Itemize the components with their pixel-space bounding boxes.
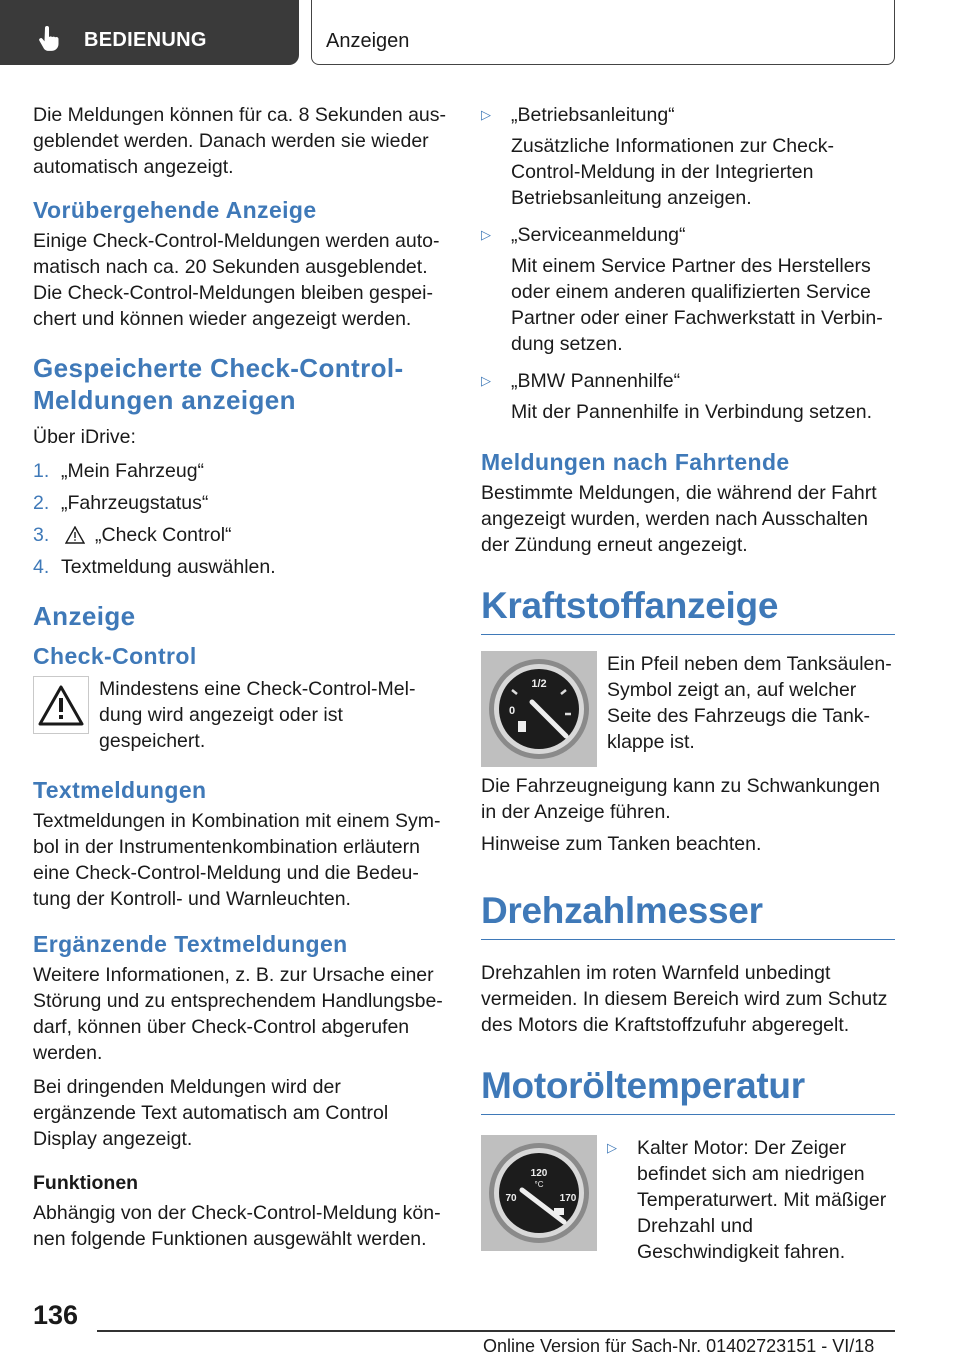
ergaenzende-paragraph-2: Bei dringenden Meldungen wird der ergänzende Text automatisch am Control Display angezeigt. — [33, 1076, 389, 1150]
warning-triangle-icon — [38, 684, 84, 726]
bullet-text: Mit einem Service Partner des Herstellers oder einem anderen qualifizierten Service Partner oder einer Fachwerkstatt in Verbindung setzen. — [511, 255, 883, 355]
oil-gauge-mid-label: 120 — [530, 1168, 548, 1179]
fuel-gauge-half-label: 1/2 — [531, 678, 547, 690]
kraftstoff-paragraph-2: Die Fahrzeugneigung kann zu Schwankungen in der Anzeige führen. — [481, 775, 880, 823]
vorueber-heading: Vorübergehende Anzeige — [33, 197, 317, 223]
fuel-gauge-zero-label: 0 — [508, 705, 516, 717]
list-item — [33, 522, 447, 548]
left-column — [33, 102, 447, 1252]
oil-gauge-block — [481, 1135, 895, 1265]
intro-paragraph: Die Meldungen können für ca. 8 Sekunden ausgeblendet werden. Danach werden sie wieder automatisch angezeigt. — [33, 104, 447, 178]
step-number: 1. — [33, 460, 50, 482]
hand-pointer-icon — [38, 26, 62, 52]
step-number: 4. — [33, 556, 50, 578]
step-text: Textmeldung auswählen. — [61, 556, 276, 578]
ergaenzende-heading: Ergänzende Textmeldungen — [33, 931, 348, 957]
ergaenzende-paragraph-1: Weitere Informationen, z. B. zur Ursache einer Störung und zu entsprechendem Handlungsbedarf, können über Check-Control abgerufen werden. — [33, 964, 443, 1064]
motoroel-bullet-text: Kalter Motor: Der Zeiger befindet sich am niedrigen Temperaturwert. Mit mäßiger Drehzahl und Geschwindigkeit fahren. — [637, 1137, 887, 1263]
list-item — [33, 554, 447, 580]
drehzahl-heading: Drehzahlmesser — [481, 889, 895, 940]
list-item — [481, 368, 895, 430]
bullet-title: „BMW Pannenhilfe“ — [511, 370, 681, 392]
step-number: 3. — [33, 524, 50, 546]
bullet-title: „Betriebsanleitung“ — [511, 104, 675, 126]
functions-list — [481, 102, 895, 430]
kraftstoff-heading: Kraftstoffanzeige — [481, 584, 895, 635]
step-text: „Mein Fahrzeug“ — [61, 460, 205, 482]
kraftstoff-paragraph-1: Ein Pfeil neben dem Tanksäulen-Symbol zeigt an, auf welcher Seite des Fahrzeugs die Tankklappe ist. — [607, 653, 892, 753]
ueber-idrive: Über iDrive: — [33, 426, 136, 448]
bullet-triangle-icon: ▷ — [481, 227, 491, 242]
funktionen-paragraph: Abhängig von der Check-Control-Meldung können folgende Funktionen ausgewählt werden. — [33, 1202, 441, 1250]
anzeige-heading: Anzeige — [33, 601, 136, 631]
right-column — [481, 102, 895, 1265]
bullet-title: „Serviceanmeldung“ — [511, 224, 686, 246]
vorueber-paragraph: Einige Check-Control-Meldungen werden automatisch nach ca. 20 Sekunden ausgeblendet. Die Check-Control-Meldungen bleiben gespeichert und können wieder angezeigt werden. — [33, 230, 440, 330]
nach-fahrtende-heading: Meldungen nach Fahrtende — [481, 449, 790, 475]
fuel-gauge-image — [481, 651, 597, 767]
section-title: BEDIENUNG — [84, 29, 207, 51]
oil-gauge-unit-label: °C — [534, 1180, 544, 1189]
oil-temperature-gauge-icon — [484, 1138, 594, 1248]
textmeldungen-heading: Textmeldungen — [33, 777, 207, 803]
list-item — [33, 490, 447, 516]
list-item — [481, 222, 895, 362]
kraftstoff-paragraph-3: Hinweise zum Tanken beachten. — [481, 833, 762, 855]
steps-list — [33, 458, 447, 580]
funktionen-heading: Funktionen — [33, 1172, 139, 1194]
oil-gauge-image — [481, 1135, 597, 1251]
list-item — [481, 102, 895, 216]
warning-triangle-icon — [65, 526, 85, 544]
bullet-text: Mit der Pannenhilfe in Verbindung setzen. — [511, 401, 872, 423]
gespeichert-heading: Gespeicherte Check-Control-Meldungen anzeigen — [33, 353, 404, 415]
checkcontrol-heading: Check-Control — [33, 643, 197, 669]
drehzahl-paragraph: Drehzahlen im roten Warnfeld unbedingt vermeiden. In diesem Bereich wird zum Schutz des Motors die Kraftstoffzufuhr abgeregelt. — [481, 962, 888, 1036]
page-number: 136 — [33, 1300, 79, 1330]
footer-divider — [97, 1330, 895, 1332]
oil-gauge-high-label: 170 — [559, 1193, 577, 1204]
chapter-title: Anzeigen — [326, 30, 410, 52]
warning-symbol-image — [33, 676, 89, 734]
bullet-text: Zusätzliche Informationen zur Check-Control-Meldung in der Integrierten Betriebsanleitung anzeigen. — [511, 135, 834, 209]
motoroel-heading: Motoröltemperatur — [481, 1064, 895, 1115]
online-version-text: Online Version für Sach-Nr. 01402723151 - VI/18 — [483, 1336, 875, 1356]
step-text: „Check Control“ — [95, 524, 232, 546]
fuel-gauge-icon — [484, 654, 594, 764]
step-number: 2. — [33, 492, 50, 514]
checkcontrol-block — [33, 676, 447, 754]
oil-gauge-low-label: 70 — [505, 1193, 517, 1204]
checkcontrol-paragraph: Mindestens eine Check-Control-Meldung wird angezeigt oder ist gespeichert. — [99, 678, 416, 752]
list-item — [33, 458, 447, 484]
step-text: „Fahrzeugstatus“ — [61, 492, 209, 514]
nach-fahrtende-paragraph: Bestimmte Meldungen, die während der Fahrt angezeigt wurden, werden nach Ausschalten der Zündung erneut angezeigt. — [481, 482, 877, 556]
fuel-gauge-block — [481, 651, 895, 767]
bullet-triangle-icon: ▷ — [607, 1140, 617, 1155]
bullet-triangle-icon: ▷ — [481, 107, 491, 122]
textmeldungen-paragraph: Textmeldungen in Kombination mit einem Symbol in der Instrumentenkombination erläutern eine Check-Control-Meldung und die Bedeutung der Kontroll- und Warnleuchten. — [33, 810, 441, 910]
bullet-triangle-icon: ▷ — [481, 373, 491, 388]
